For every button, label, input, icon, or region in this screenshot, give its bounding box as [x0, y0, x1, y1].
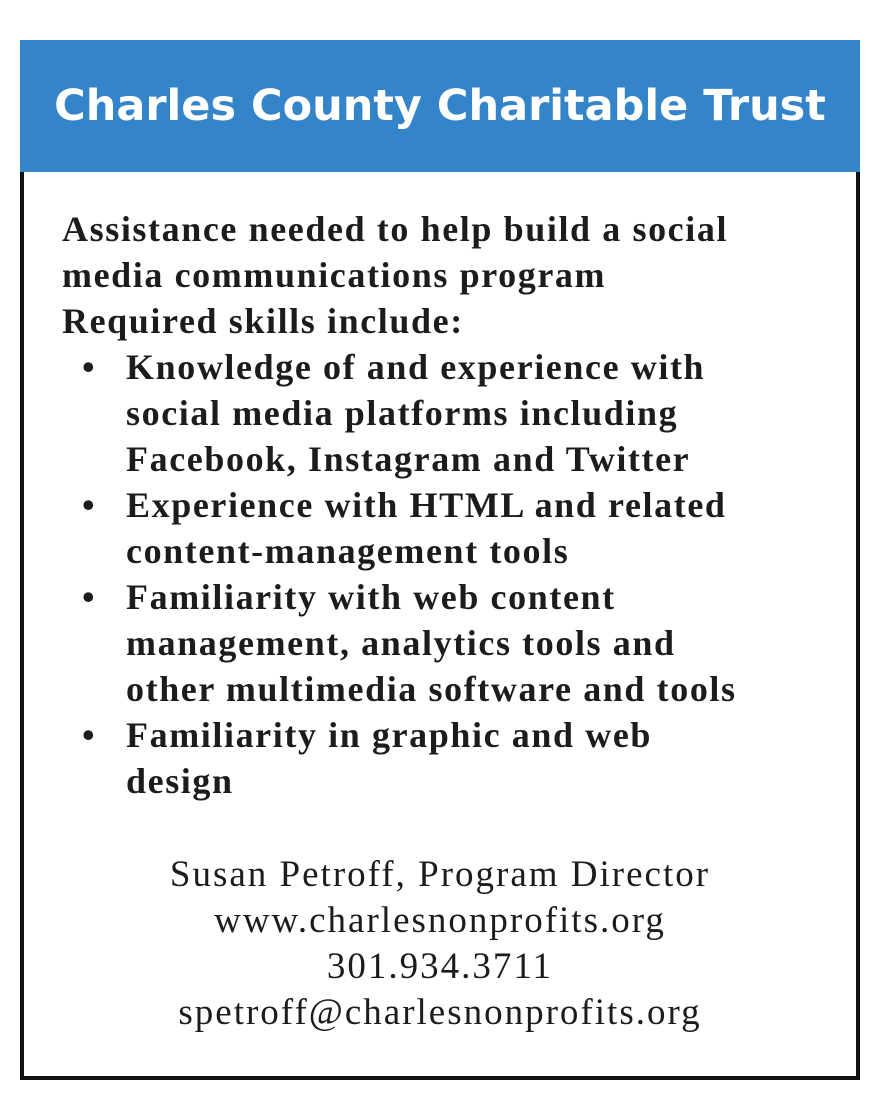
contact-name: Susan Petroff, Program Director: [169, 854, 711, 895]
bullet-icon: •: [82, 577, 97, 617]
bullet-icon: •: [82, 485, 97, 525]
contact-email: spetroff@charlesnonprofits.org: [178, 992, 702, 1033]
intro-line: Assistance needed to help build a social: [62, 209, 729, 249]
contact-website: www.charlesnonprofits.org: [214, 900, 666, 941]
bullet-icon: •: [82, 715, 97, 755]
organization-title: Charles County Charitable Trust: [54, 81, 826, 131]
skill-line: Familiarity with web content: [126, 577, 616, 617]
skill-line: other multimedia software and tools: [126, 669, 737, 709]
skill-line: content-management tools: [126, 531, 570, 571]
skill-line: Experience with HTML and related: [126, 485, 727, 525]
skill-line: Facebook, Instagram and Twitter: [126, 439, 691, 479]
skill-item: [62, 712, 842, 804]
intro-line: media communications program: [62, 255, 607, 295]
skill-item: [62, 482, 842, 574]
skills-heading: Required skills include:: [62, 301, 464, 341]
skill-item: [62, 344, 842, 482]
skill-line: management, analytics tools and: [126, 623, 676, 663]
skill-line: design: [126, 761, 234, 801]
contact-block: [24, 852, 856, 1036]
header-banner: [20, 40, 860, 172]
flyer: [20, 40, 860, 1080]
skills-list: [62, 344, 842, 804]
skill-line: social media platforms including: [126, 393, 679, 433]
skill-line: Knowledge of and experience with: [126, 347, 706, 387]
skill-line: Familiarity in graphic and web: [126, 715, 653, 755]
contact-phone: 301.934.3711: [326, 946, 554, 987]
skill-item: [62, 574, 842, 712]
job-description: [62, 206, 842, 804]
bullet-icon: •: [82, 347, 97, 387]
